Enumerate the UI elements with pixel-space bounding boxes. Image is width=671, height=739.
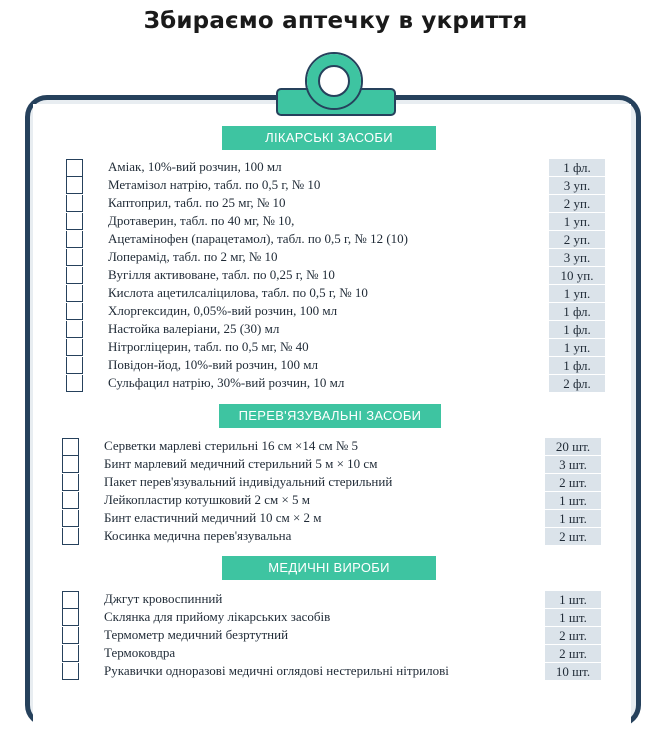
quantity-badge: 1 фл. bbox=[549, 357, 605, 374]
checkbox-icon[interactable] bbox=[66, 249, 83, 266]
checkbox-icon[interactable] bbox=[62, 609, 79, 626]
list-item: Склянка для прийому лікарських засобів bbox=[104, 609, 331, 624]
quantity-badge: 3 уп. bbox=[549, 177, 605, 194]
checkbox-icon[interactable] bbox=[66, 321, 83, 338]
quantity-badge: 1 шт. bbox=[545, 510, 601, 527]
list-item: Серветки марлеві стерильні 16 см ×14 см № 5 bbox=[104, 438, 359, 453]
quantity-badge: 1 уп. bbox=[549, 213, 605, 230]
section-header: ПЕРЕВ'ЯЗУВАЛЬНІ ЗАСОБИ bbox=[219, 404, 441, 428]
quantity-badge: 2 шт. bbox=[545, 474, 601, 491]
quantity-badge: 3 уп. bbox=[549, 249, 605, 266]
list-item: Повідон-йод, 10%-вий розчин, 100 мл bbox=[108, 357, 318, 372]
quantity-badge: 1 фл. bbox=[549, 159, 605, 176]
quantity-badge: 1 шт. bbox=[545, 492, 601, 509]
section-header: ЛІКАРСЬКІ ЗАСОБИ bbox=[222, 126, 436, 150]
list-item: Рукавички одноразові медичні оглядові нестерильні нітрилові bbox=[104, 663, 449, 678]
quantity-badge: 2 фл. bbox=[549, 375, 605, 392]
checkbox-icon[interactable] bbox=[66, 339, 83, 356]
list-item: Лейкопластир котушковий 2 см × 5 м bbox=[104, 492, 311, 507]
list-item: Термоковдра bbox=[104, 645, 176, 660]
checkbox-icon[interactable] bbox=[62, 627, 79, 644]
quantity-badge: 2 шт. bbox=[545, 528, 601, 545]
quantity-badge: 1 шт. bbox=[545, 591, 601, 608]
checkbox-icon[interactable] bbox=[66, 177, 83, 194]
checkbox-icon[interactable] bbox=[66, 159, 83, 177]
list-item: Настойка валеріани, 25 (30) мл bbox=[108, 321, 280, 336]
list-item: Бинт еластичний медичний 10 см × 2 м bbox=[104, 510, 322, 525]
checkbox-icon[interactable] bbox=[62, 528, 79, 545]
checkbox-icon[interactable] bbox=[62, 456, 79, 473]
checkbox-icon[interactable] bbox=[62, 591, 79, 609]
quantity-badge: 3 шт. bbox=[545, 456, 601, 473]
quantity-badge: 1 уп. bbox=[549, 339, 605, 356]
checkbox-icon[interactable] bbox=[62, 474, 79, 491]
quantity-badge: 10 уп. bbox=[549, 267, 605, 284]
list-item: Дротаверин, табл. по 40 мг, № 10, bbox=[108, 213, 295, 228]
list-item: Хлоргексидин, 0,05%-вий розчин, 100 мл bbox=[108, 303, 338, 318]
list-item: Косинка медична перев'язувальна bbox=[104, 528, 292, 543]
list-item: Сульфацил натрію, 30%-вий розчин, 10 мл bbox=[108, 375, 345, 390]
list-item: Вугілля активоване, табл. по 0,25 г, № 10 bbox=[108, 267, 335, 282]
checkbox-icon[interactable] bbox=[66, 357, 83, 374]
checkbox-icon[interactable] bbox=[66, 285, 83, 302]
checkbox-icon[interactable] bbox=[66, 303, 83, 320]
list-item: Кислота ацетилсаліцилова, табл. по 0,5 г, № 10 bbox=[108, 285, 368, 300]
quantity-badge: 1 фл. bbox=[549, 321, 605, 338]
list-item: Каптоприл, табл. по 25 мг, № 10 bbox=[108, 195, 286, 210]
clip-hole bbox=[318, 65, 350, 97]
checkbox-icon[interactable] bbox=[66, 195, 83, 212]
checkbox-icon[interactable] bbox=[66, 375, 83, 392]
quantity-badge: 2 шт. bbox=[545, 627, 601, 644]
list-item: Нітрогліцерин, табл. по 0,5 мг, № 40 bbox=[108, 339, 309, 354]
checkbox-icon[interactable] bbox=[62, 438, 79, 456]
list-item: Термометр медичний безртутний bbox=[104, 627, 289, 642]
list-item: Бинт марлевий медичний стерильний 5 м × 10 см bbox=[104, 456, 378, 471]
checkbox-icon[interactable] bbox=[62, 510, 79, 527]
checkbox-icon[interactable] bbox=[62, 663, 79, 680]
page-title: Збираємо аптечку в укриття bbox=[143, 8, 528, 34]
list-item: Метамізол натрію, табл. по 0,5 г, № 10 bbox=[108, 177, 321, 192]
list-item: Пакет перев'язувальний індивідуальний стерильний bbox=[104, 474, 393, 489]
section-header: МЕДИЧНІ ВИРОБИ bbox=[222, 556, 436, 580]
list-item: Ацетамінофен (парацетамол), табл. по 0,5 г, № 12 (10) bbox=[108, 231, 408, 246]
quantity-badge: 1 уп. bbox=[549, 285, 605, 302]
quantity-badge: 10 шт. bbox=[545, 663, 601, 680]
checkbox-icon[interactable] bbox=[66, 213, 83, 230]
quantity-badge: 1 фл. bbox=[549, 303, 605, 320]
list-item: Лоперамід, табл. по 2 мг, № 10 bbox=[108, 249, 278, 264]
quantity-badge: 2 уп. bbox=[549, 231, 605, 248]
list-item: Аміак, 10%-вий розчин, 100 мл bbox=[108, 159, 282, 174]
quantity-badge: 2 уп. bbox=[549, 195, 605, 212]
quantity-badge: 2 шт. bbox=[545, 645, 601, 662]
checkbox-icon[interactable] bbox=[62, 492, 79, 509]
quantity-badge: 20 шт. bbox=[545, 438, 601, 455]
checkbox-icon[interactable] bbox=[62, 645, 79, 662]
quantity-badge: 1 шт. bbox=[545, 609, 601, 626]
checkbox-icon[interactable] bbox=[66, 231, 83, 248]
list-item: Джгут кровоспинний bbox=[104, 591, 223, 606]
checkbox-icon[interactable] bbox=[66, 267, 83, 284]
